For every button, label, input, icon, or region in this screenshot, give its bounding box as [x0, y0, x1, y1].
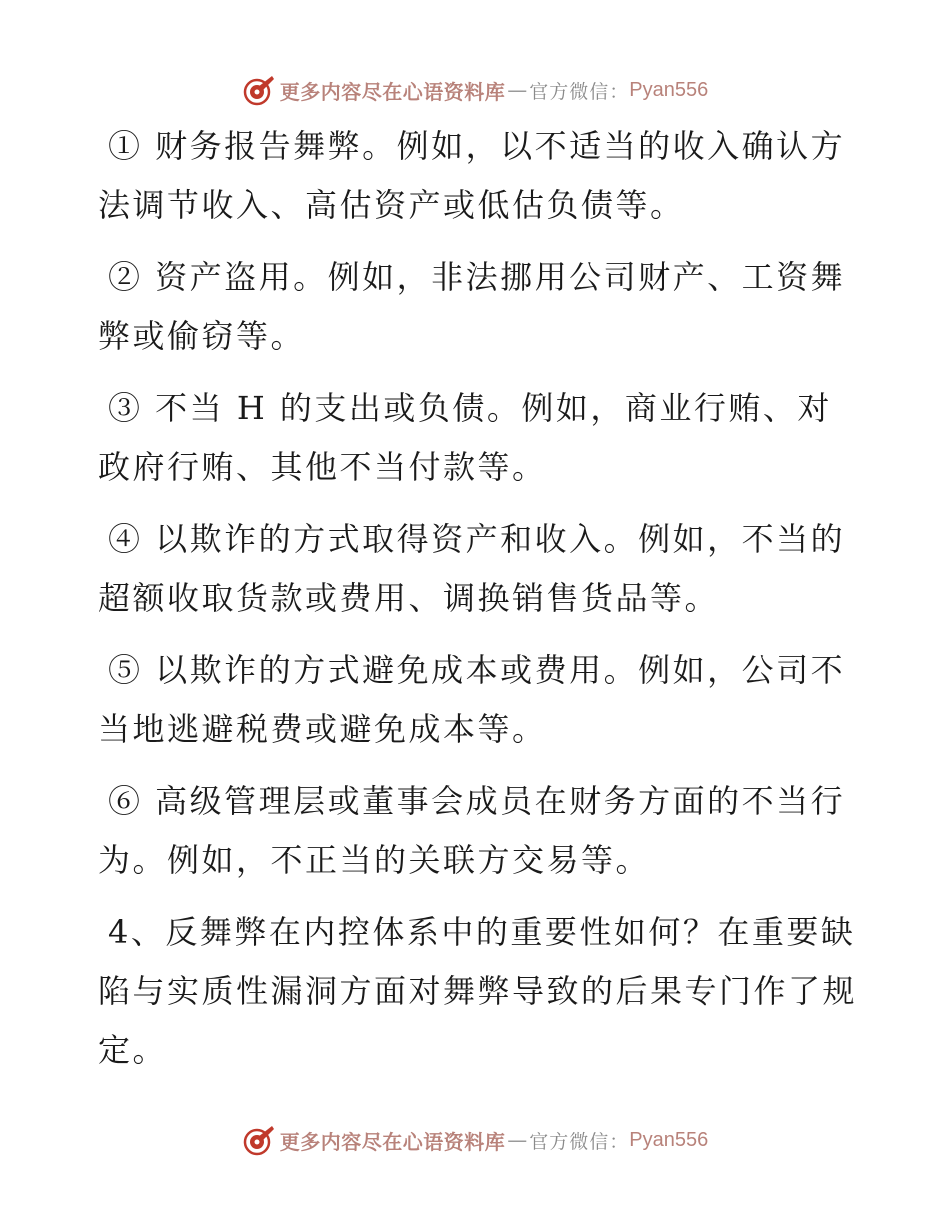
banner-wechat-id: Pyan556 [629, 1128, 709, 1151]
banner-brand-text: 更多内容尽在心语资料库 [279, 1129, 506, 1154]
list-item: ④ 以欺诈的方式取得资产和收入。例如，不当的超额收取货款或费用、调换销售货品等。 [98, 520, 846, 617]
banner-wechat-label: 官方微信： [529, 80, 630, 103]
list-item: ① 财务报告舞弊。例如，以不适当的收入确认方法调节收入、高估资产或低估负债等。 [98, 127, 846, 224]
banner-dash: — [507, 78, 528, 102]
list-item: ⑥ 高级管理层或董事会成员在财务方面的不当行为。例如，不正当的关联方交易等。 [98, 782, 846, 879]
list-item: ③ 不当 H 的支出或负债。例如，商业行贿、对政府行贿、其他不当付款等。 [98, 389, 832, 486]
header-banner [0, 70, 950, 110]
banner-brand-text: 更多内容尽在心语资料库 [279, 79, 506, 104]
list-item: ② 资产盗用。例如，非法挪用公司财产、工资舞弊或偷窃等。 [98, 258, 846, 355]
pen-nib-logo-icon [242, 1123, 276, 1157]
footer-banner [0, 1120, 950, 1160]
banner-wechat-label: 官方微信： [529, 1130, 630, 1153]
banner-dash: — [507, 1128, 528, 1152]
banner-wechat-id: Pyan556 [629, 78, 709, 101]
question-paragraph: 4、反舞弊在内控体系中的重要性如何？在重要缺陷与实质性漏洞方面对舞弊导致的后果专门作了规定。 [98, 913, 858, 1069]
list-item: ⑤ 以欺诈的方式避免成本或费用。例如，公司不当地逃避税费或避免成本等。 [98, 651, 846, 748]
document-body [98, 117, 858, 1093]
pen-nib-logo-icon [242, 73, 276, 107]
